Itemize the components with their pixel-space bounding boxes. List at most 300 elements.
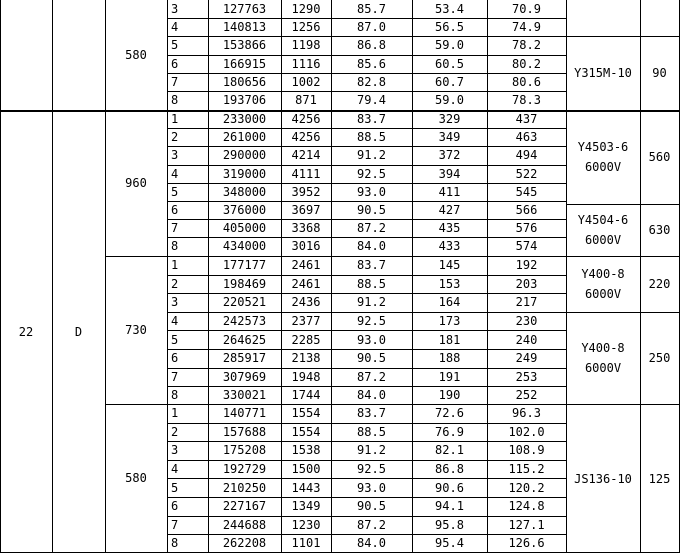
- data-cell-text: 88.5: [357, 424, 386, 439]
- data-cell: [208, 423, 281, 442]
- motor-model-cell-text: Y315M-10: [574, 65, 632, 80]
- table-left-rule: [0, 0, 1, 553]
- row-rule: [167, 201, 566, 202]
- row-index-text: 2: [171, 424, 179, 439]
- data-cell: [487, 423, 566, 442]
- data-cell: [281, 423, 331, 442]
- row-rule: [167, 534, 566, 535]
- row-index: [167, 165, 208, 183]
- data-cell: [281, 73, 331, 91]
- data-cell-text: 56.5: [435, 20, 464, 35]
- data-cell-text: 82.1: [435, 443, 464, 458]
- row-index-text: 1: [171, 258, 179, 273]
- data-cell: [412, 73, 487, 91]
- data-cell-text: 74.9: [512, 20, 541, 35]
- row-index: [167, 18, 208, 36]
- row-index-text: 5: [171, 184, 179, 199]
- row-index-text: 6: [171, 203, 179, 218]
- row-index: [167, 73, 208, 91]
- data-cell: [281, 386, 331, 405]
- data-cell-text: 91.2: [357, 443, 386, 458]
- table-right-rule: [679, 0, 680, 553]
- data-cell-text: 190: [438, 388, 461, 403]
- data-cell: [487, 293, 566, 312]
- data-cell-text: 70.9: [512, 2, 541, 17]
- data-cell: [208, 441, 281, 460]
- data-cell: [412, 275, 487, 294]
- data-cell-text: 108.9: [508, 443, 545, 458]
- data-cell-text: 433: [438, 239, 461, 254]
- data-cell: [281, 534, 331, 553]
- data-cell-text: 87.2: [357, 221, 386, 236]
- data-cell: [331, 312, 412, 331]
- row-index: [167, 55, 208, 73]
- row-index-text: 8: [171, 388, 179, 403]
- data-cell-text: 372: [438, 148, 461, 163]
- data-cell-text: 87.0: [357, 20, 386, 35]
- data-cell-text: 2138: [291, 351, 321, 366]
- motor-model-cell-text: JS136-10: [574, 471, 632, 486]
- row-index: [167, 256, 208, 275]
- group-type-cell-text: D: [74, 324, 83, 339]
- data-cell: [281, 110, 331, 128]
- data-cell-text: 348000: [222, 184, 267, 199]
- data-cell: [412, 18, 487, 36]
- data-cell: [412, 146, 487, 164]
- data-cell-text: 1230: [291, 517, 321, 532]
- data-cell: [412, 36, 487, 54]
- data-cell: [487, 441, 566, 460]
- data-cell-text: 319000: [222, 166, 267, 181]
- data-cell: [208, 275, 281, 294]
- data-cell-text: 1500: [291, 462, 321, 477]
- row-index: [167, 110, 208, 128]
- motor-model-cell: [566, 204, 640, 256]
- row-index-text: 4: [171, 462, 179, 477]
- motor-voltage: 6000V: [584, 233, 622, 247]
- data-cell: [487, 256, 566, 275]
- data-cell-text: 203: [515, 276, 538, 291]
- data-cell: [412, 516, 487, 535]
- data-cell: [331, 330, 412, 349]
- row-index: [167, 91, 208, 109]
- data-cell-text: 82.8: [357, 74, 386, 89]
- row-index: [167, 386, 208, 405]
- data-cell: [208, 36, 281, 54]
- data-cell-text: 2436: [291, 295, 321, 310]
- data-cell-text: 1002: [291, 74, 321, 89]
- data-cell: [331, 349, 412, 368]
- motor-power-cell-text: 250: [648, 351, 671, 365]
- data-cell-text: 435: [438, 221, 461, 236]
- data-cell: [208, 478, 281, 497]
- data-cell-text: 84.0: [357, 239, 386, 254]
- data-cell-text: 1744: [291, 388, 321, 403]
- column-rule: [281, 0, 282, 553]
- row-index-text: 1: [171, 112, 179, 127]
- data-cell: [281, 275, 331, 294]
- row-index-text: 1: [171, 406, 179, 421]
- data-cell-text: 1948: [291, 369, 321, 384]
- row-index-text: 3: [171, 443, 179, 458]
- data-cell: [412, 237, 487, 255]
- data-cell: [331, 0, 412, 18]
- data-cell: [208, 73, 281, 91]
- data-cell-text: 264625: [222, 332, 267, 347]
- data-cell-text: 153866: [222, 38, 267, 53]
- data-cell: [281, 312, 331, 331]
- data-cell: [331, 219, 412, 237]
- data-cell-text: 290000: [222, 148, 267, 163]
- data-cell: [487, 497, 566, 516]
- row-rule: [167, 275, 566, 276]
- data-cell: [487, 349, 566, 368]
- data-cell-text: 115.2: [508, 462, 545, 477]
- row-index-text: 2: [171, 130, 179, 145]
- data-cell-text: 1554: [291, 406, 321, 421]
- data-cell-text: 59.0: [435, 93, 464, 108]
- data-cell: [281, 165, 331, 183]
- data-cell-text: 90.5: [357, 203, 386, 218]
- data-cell-text: 4214: [291, 148, 321, 163]
- motor-power-cell-text: 220: [648, 277, 671, 291]
- group-type-cell: [52, 110, 105, 553]
- data-cell-text: 253: [515, 369, 538, 384]
- motor-power-cell-text: 560: [648, 150, 671, 164]
- row-index-text: 6: [171, 351, 179, 366]
- data-cell-text: 180656: [222, 74, 267, 89]
- data-cell: [208, 110, 281, 128]
- row-rule: [167, 423, 566, 424]
- data-cell-text: 3952: [291, 184, 321, 199]
- data-cell: [331, 146, 412, 164]
- data-cell-text: 566: [515, 203, 538, 218]
- row-index-text: 8: [171, 93, 179, 108]
- motor-voltage: 6000V: [584, 287, 622, 301]
- data-cell-text: 164: [438, 295, 461, 310]
- row-rule: [566, 312, 679, 313]
- motor-power-cell: [640, 110, 679, 204]
- data-cell: [487, 165, 566, 183]
- data-cell: [412, 330, 487, 349]
- data-cell: [412, 497, 487, 516]
- data-cell-text: 95.8: [435, 517, 464, 532]
- data-cell-text: 78.3: [512, 93, 541, 108]
- data-cell: [331, 516, 412, 535]
- data-cell: [208, 146, 281, 164]
- data-cell: [487, 91, 566, 109]
- row-index: [167, 36, 208, 54]
- data-cell-text: 240: [515, 332, 538, 347]
- row-index-text: 8: [171, 239, 179, 254]
- row-index-text: 7: [171, 221, 179, 236]
- data-cell-text: 4256: [291, 130, 321, 145]
- data-cell: [208, 312, 281, 331]
- data-cell-text: 227167: [222, 499, 267, 514]
- data-cell-text: 92.5: [357, 462, 386, 477]
- row-index-text: 7: [171, 74, 179, 89]
- data-cell: [331, 534, 412, 553]
- data-cell-text: 72.6: [435, 406, 464, 421]
- data-cell-text: 126.6: [508, 536, 545, 551]
- data-cell: [487, 219, 566, 237]
- data-cell: [281, 36, 331, 54]
- data-cell: [281, 146, 331, 164]
- data-cell-text: 1101: [291, 536, 321, 551]
- data-cell-text: 3016: [291, 239, 321, 254]
- data-cell-text: 92.5: [357, 314, 386, 329]
- column-rule: [52, 0, 53, 553]
- block-rule: [105, 256, 679, 257]
- row-index: [167, 404, 208, 423]
- data-cell: [412, 349, 487, 368]
- data-cell: [331, 110, 412, 128]
- speed-cell-text: 730: [125, 323, 147, 338]
- data-cell-text: 60.5: [435, 56, 464, 71]
- row-rule: [167, 128, 566, 129]
- data-cell-text: 83.7: [357, 112, 386, 127]
- data-cell-text: 330021: [222, 388, 267, 403]
- motor-model-cell: [566, 256, 640, 312]
- row-index: [167, 0, 208, 18]
- row-rule: [167, 368, 566, 369]
- data-cell-text: 95.4: [435, 536, 464, 551]
- data-cell: [487, 146, 566, 164]
- data-cell-text: 220521: [222, 295, 267, 310]
- motor-power-cell: [640, 204, 679, 256]
- data-cell-text: 60.7: [435, 74, 464, 89]
- data-cell: [331, 18, 412, 36]
- row-index: [167, 349, 208, 368]
- data-cell-text: 230: [515, 314, 538, 329]
- data-cell: [208, 293, 281, 312]
- group-rule: [0, 110, 679, 112]
- data-cell: [331, 423, 412, 442]
- data-cell-text: 545: [515, 184, 538, 199]
- data-cell: [331, 165, 412, 183]
- data-cell: [281, 183, 331, 201]
- data-cell: [487, 312, 566, 331]
- data-cell: [331, 404, 412, 423]
- column-rule: [412, 0, 413, 553]
- data-cell-text: 102.0: [508, 424, 545, 439]
- data-cell-text: 1116: [291, 56, 321, 71]
- data-cell: [208, 368, 281, 387]
- data-cell: [487, 478, 566, 497]
- data-cell-text: 96.3: [512, 406, 541, 421]
- data-cell: [281, 55, 331, 73]
- data-cell: [412, 219, 487, 237]
- row-index-text: 5: [171, 332, 179, 347]
- data-cell-text: 191: [438, 369, 461, 384]
- data-cell-text: 2461: [291, 276, 321, 291]
- data-cell-text: 91.2: [357, 148, 386, 163]
- motor-model: Y4504-6: [577, 213, 629, 227]
- motor-power-cell: [640, 312, 679, 404]
- data-cell: [281, 404, 331, 423]
- data-cell-text: 349: [438, 130, 461, 145]
- data-cell: [331, 73, 412, 91]
- row-index-text: 2: [171, 276, 179, 291]
- data-cell: [487, 183, 566, 201]
- data-cell-text: 2285: [291, 332, 321, 347]
- row-index-text: 6: [171, 56, 179, 71]
- data-cell: [281, 441, 331, 460]
- data-cell: [281, 256, 331, 275]
- data-cell-text: 411: [438, 184, 461, 199]
- data-cell-text: 93.0: [357, 184, 386, 199]
- data-cell: [412, 165, 487, 183]
- data-cell-text: 576: [515, 221, 538, 236]
- data-cell: [281, 18, 331, 36]
- data-cell: [487, 386, 566, 405]
- data-cell-text: 242573: [222, 314, 267, 329]
- data-cell: [487, 460, 566, 479]
- data-cell: [412, 404, 487, 423]
- data-cell: [331, 478, 412, 497]
- data-cell: [412, 0, 487, 18]
- data-cell: [281, 330, 331, 349]
- row-rule: [167, 165, 566, 166]
- column-rule: [640, 0, 641, 553]
- data-cell-text: 1538: [291, 443, 321, 458]
- data-cell-text: 88.5: [357, 276, 386, 291]
- row-index: [167, 423, 208, 442]
- motor-model: Y400-8: [581, 267, 625, 281]
- data-cell-text: 1554: [291, 424, 321, 439]
- row-index: [167, 478, 208, 497]
- data-cell: [331, 256, 412, 275]
- data-cell: [487, 201, 566, 219]
- data-cell-text: 88.5: [357, 130, 386, 145]
- motor-model-cell: [566, 110, 640, 204]
- data-cell: [487, 534, 566, 553]
- motor-model-cell: [566, 404, 640, 553]
- data-cell-text: 188: [438, 351, 461, 366]
- data-cell-text: 140771: [222, 406, 267, 421]
- data-cell: [208, 256, 281, 275]
- data-cell-text: 405000: [222, 221, 267, 236]
- data-cell: [331, 293, 412, 312]
- row-rule: [167, 349, 566, 350]
- data-cell-text: 175208: [222, 443, 267, 458]
- row-index: [167, 201, 208, 219]
- data-cell-text: 94.1: [435, 499, 464, 514]
- data-cell-text: 1256: [291, 20, 321, 35]
- row-index: [167, 219, 208, 237]
- data-cell-text: 329: [438, 112, 461, 127]
- motor-power-cell-text: 90: [652, 65, 667, 80]
- data-cell: [487, 18, 566, 36]
- data-cell-text: 145: [438, 258, 461, 273]
- data-cell-text: 86.8: [435, 462, 464, 477]
- speed-cell: [105, 110, 167, 256]
- data-cell: [487, 275, 566, 294]
- motor-voltage: 6000V: [584, 160, 622, 174]
- data-cell: [281, 91, 331, 109]
- row-index: [167, 293, 208, 312]
- data-cell: [281, 368, 331, 387]
- data-cell-text: 127.1: [508, 517, 545, 532]
- data-cell: [208, 460, 281, 479]
- data-cell-text: 173: [438, 314, 461, 329]
- row-index-text: 6: [171, 499, 179, 514]
- data-cell: [412, 423, 487, 442]
- data-cell: [331, 128, 412, 146]
- row-index-text: 3: [171, 148, 179, 163]
- data-cell-text: 198469: [222, 276, 267, 291]
- data-cell-text: 53.4: [435, 2, 464, 17]
- motor-model: Y400-8: [581, 341, 625, 355]
- row-index: [167, 516, 208, 535]
- data-cell: [208, 183, 281, 201]
- data-cell: [412, 55, 487, 73]
- data-cell: [208, 330, 281, 349]
- column-rule: [167, 0, 168, 553]
- data-cell: [208, 55, 281, 73]
- speed-cell-text: 580: [125, 47, 147, 62]
- data-cell-text: 86.8: [357, 38, 386, 53]
- row-rule: [167, 330, 566, 331]
- data-cell: [412, 256, 487, 275]
- data-cell: [208, 516, 281, 535]
- motor-model-cell: [566, 312, 640, 404]
- row-rule: [167, 478, 566, 479]
- data-cell-text: 192729: [222, 462, 267, 477]
- data-cell-text: 210250: [222, 480, 267, 495]
- row-index-text: 7: [171, 369, 179, 384]
- row-rule: [167, 55, 566, 56]
- data-cell: [281, 237, 331, 255]
- row-index-text: 3: [171, 2, 179, 17]
- data-cell: [208, 18, 281, 36]
- data-cell-text: 153: [438, 276, 461, 291]
- data-cell-text: 3368: [291, 221, 321, 236]
- data-cell-text: 90.5: [357, 499, 386, 514]
- data-cell: [208, 349, 281, 368]
- row-index: [167, 275, 208, 294]
- data-cell: [281, 460, 331, 479]
- data-cell-text: 80.6: [512, 74, 541, 89]
- row-index-text: 8: [171, 536, 179, 551]
- data-cell-text: 157688: [222, 424, 267, 439]
- row-index: [167, 183, 208, 201]
- data-cell: [281, 349, 331, 368]
- row-rule: [167, 146, 566, 147]
- data-cell: [412, 386, 487, 405]
- motor-power-cell: [640, 404, 679, 553]
- data-cell-text: 3697: [291, 203, 321, 218]
- data-cell: [208, 91, 281, 109]
- data-cell-text: 91.2: [357, 295, 386, 310]
- data-cell-text: 249: [515, 351, 538, 366]
- row-index: [167, 128, 208, 146]
- row-index: [167, 312, 208, 331]
- data-cell-text: 233000: [222, 112, 267, 127]
- data-cell: [208, 534, 281, 553]
- data-cell-text: 80.2: [512, 56, 541, 71]
- data-cell: [487, 0, 566, 18]
- data-cell: [412, 110, 487, 128]
- motor-model: Y4503-6: [577, 140, 629, 154]
- data-cell: [208, 386, 281, 405]
- data-cell: [487, 73, 566, 91]
- data-cell: [487, 516, 566, 535]
- data-cell-text: 92.5: [357, 166, 386, 181]
- data-cell: [208, 0, 281, 18]
- data-cell: [412, 183, 487, 201]
- data-cell-text: 78.2: [512, 38, 541, 53]
